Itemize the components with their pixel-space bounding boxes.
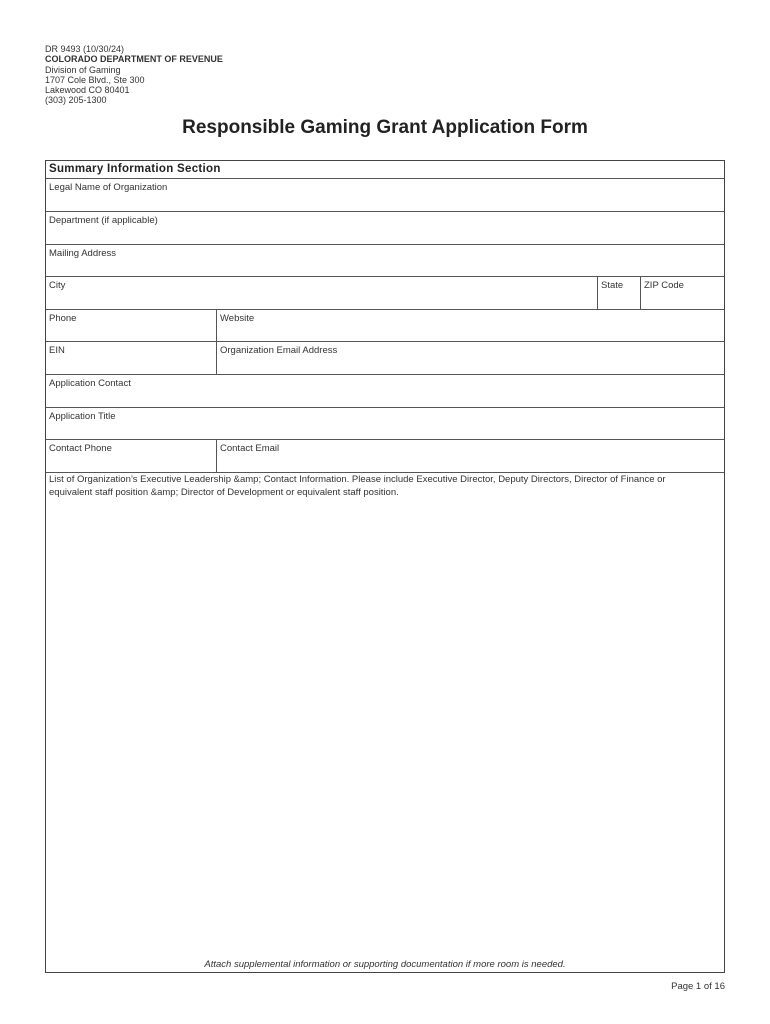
phone-website-row [46,310,724,342]
city-field[interactable] [46,277,597,309]
legal-name-label: Legal Name of Organization [49,182,168,193]
section-heading: Summary Information Section [49,163,221,175]
phone-label: Phone [49,313,77,324]
department-name: COLORADO DEPARTMENT OF REVENUE [45,54,223,65]
supplemental-note: Attach supplemental information or supporting documentation if more room is needed. [204,959,566,970]
ein-email-row [46,342,724,375]
ein-field[interactable] [46,342,216,374]
mailing-address-label: Mailing Address [49,248,117,259]
department-field[interactable] [46,212,724,245]
contact-phone-label: Contact Phone [49,443,112,454]
agency-phone: (303) 205-1300 [45,95,107,106]
division-name: Division of Gaming [45,64,121,75]
legal-name-field[interactable] [46,179,724,212]
application-title-field[interactable] [46,408,724,440]
application-title-label: Application Title [49,411,116,422]
city-state-zip-row [46,277,724,310]
contact-row [46,440,724,473]
contact-email-field[interactable] [216,440,724,472]
mailing-address-field[interactable] [46,245,724,277]
city-label: City [49,280,66,291]
phone-field[interactable] [46,310,216,341]
summary-form [45,160,725,973]
ein-label: EIN [49,345,65,356]
state-field[interactable] [597,277,640,309]
application-contact-field[interactable] [46,375,724,408]
page-number: Page 1 of 16 [671,981,725,992]
application-contact-label: Application Contact [49,378,131,389]
section-heading-row [46,161,724,179]
form-number: DR 9493 (10/30/24) [45,44,125,54]
zip-label: ZIP Code [644,280,684,291]
page-title: Responsible Gaming Grant Application Form [182,117,588,138]
state-label: State [601,280,624,291]
website-field[interactable] [216,310,724,341]
website-label: Website [220,313,255,324]
department-label: Department (if applicable) [49,215,158,226]
org-email-field[interactable] [216,342,724,374]
org-email-label: Organization Email Address [220,345,338,356]
city-state-zip: Lakewood CO 80401 [45,85,130,96]
contact-email-label: Contact Email [220,443,280,454]
contact-phone-field[interactable] [46,440,216,472]
zip-field[interactable] [640,277,724,309]
leadership-label: List of Organization’s Executive Leadership &amp; Contact Information. Please include Executive Director, Deputy Directors, Director of Finance or equivalent staff position &amp; Director of Development or equivalent staff position. [49,474,666,498]
street-address: 1707 Cole Blvd., Ste 300 [45,74,145,85]
agency-header [45,44,223,106]
